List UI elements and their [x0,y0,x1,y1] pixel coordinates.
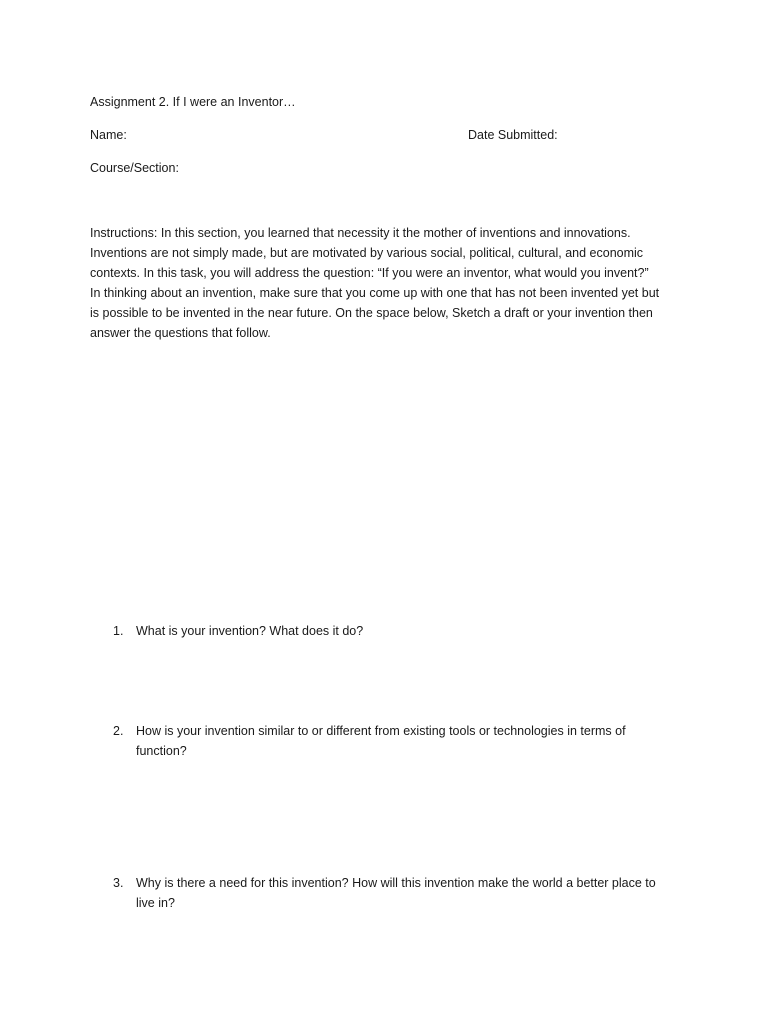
instructions-line: contexts. In this task, you will address the question: “If you were an inventor, what would you invent?” [90,266,649,280]
question-line: Why is there a need for this invention? How will this invention make the world a better place to [136,876,656,890]
instructions-line: In thinking about an invention, make sure that you come up with one that has not been invented yet but [90,286,660,300]
assignment-title: Assignment 2. If I were an Inventor… [90,95,296,109]
name-label: Name: [90,128,127,142]
instructions-line: answer the questions that follow. [90,326,271,340]
question-3-text [136,873,696,913]
instructions-line: Inventions are not simply made, but are motivated by various social, political, cultural, and economic [90,246,644,260]
question-2-number: 2. [113,724,124,738]
instructions-line: Instructions: In this section, you learned that necessity it the mother of inventions and innovations. [90,226,631,240]
instructions-line: is possible to be invented in the near future. On the space below, Sketch a draft or your invention then [90,306,653,320]
question-1-text [136,621,696,641]
question-line: What is your invention? What does it do? [136,624,364,638]
question-1-number: 1. [113,624,124,638]
course-section-label: Course/Section: [90,161,179,175]
question-line: function? [136,744,187,758]
question-line: live in? [136,896,175,910]
instructions-paragraph [90,223,690,343]
question-3-number: 3. [113,876,124,890]
question-line: How is your invention similar to or different from existing tools or technologies in terms of [136,724,626,738]
question-2-text [136,721,696,761]
date-submitted-label: Date Submitted: [468,128,558,142]
